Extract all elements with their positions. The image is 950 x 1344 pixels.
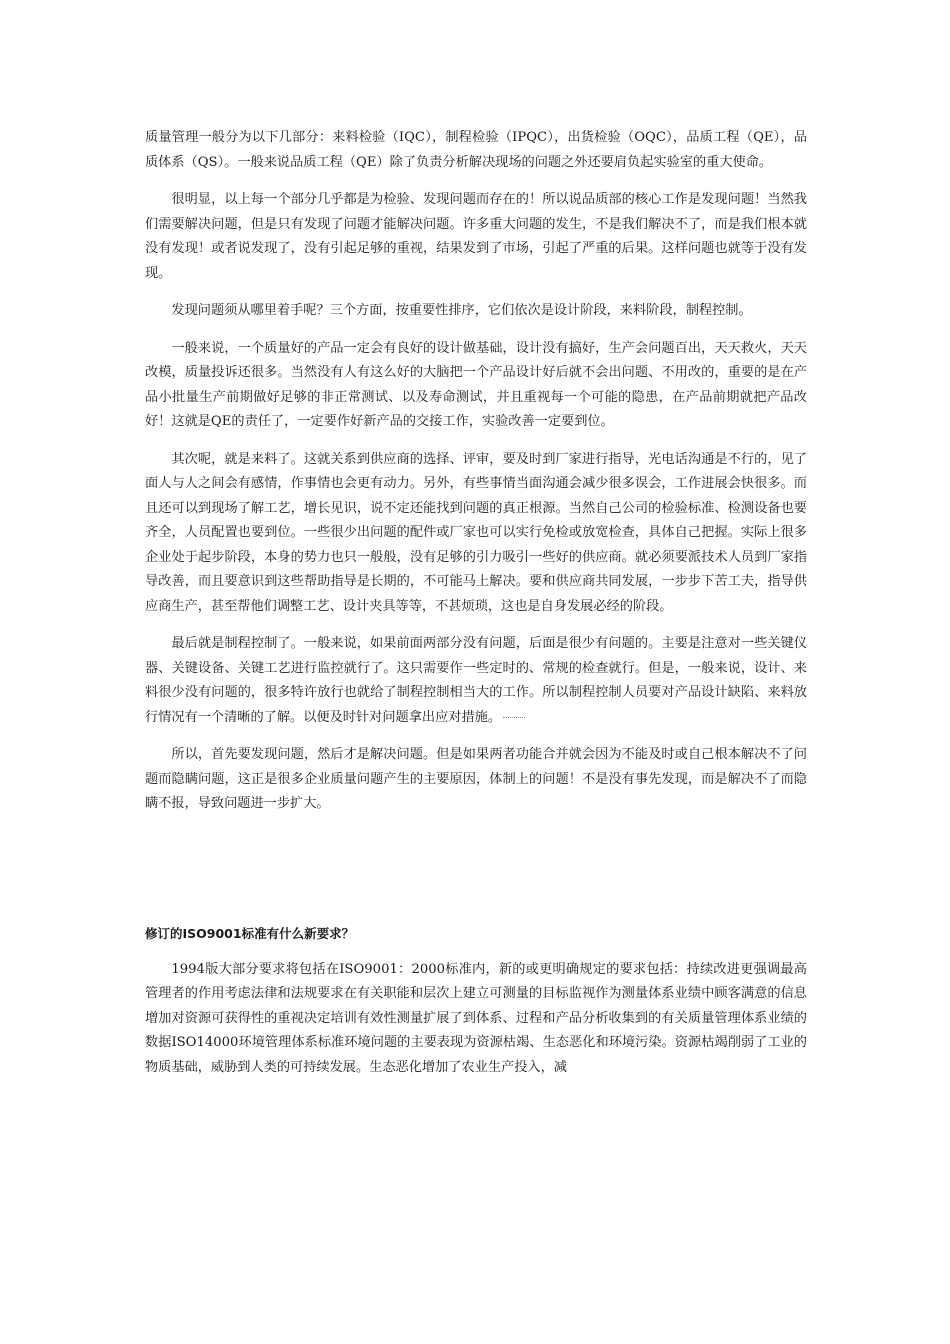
document-page [145,126,807,1080]
paragraph-design-stage: 一般来说，一个质量好的产品一定会有良好的设计做基础，设计没有搞好，生产会问题百出，天天救火，天天改模，质量投诉还很多。当然没有人有这么好的大脑把一个产品设计好后就不会出问题、不用改的，重要的是在产品小批量生产前期做好足够的非正常测试、以及寿命测试，并且重视每一个可能的隐患，在产品前期就把产品改好！这就是QE的责任了，一定要作好新产品的交接工作，实验改善一定要到位。 [145,340,807,429]
dotted-trail [503,716,525,718]
section-heading: 修订的ISO9001标准有什么新要求？ [145,925,355,941]
paragraph-process-control [145,632,807,730]
paragraph-conclusion: 所以，首先要发现问题，然后才是解决问题。但是如果两者功能合并就会因为不能及时或自己根本解决不了问题而隐瞒问题，这正是很多企业质量问题产生的主要原因，体制上的问题！不是没有事先发现，而是解决不了而隐瞒不报，导致问题进一步扩大。 [145,747,807,811]
paragraph-incoming-material: 其次呢，就是来料了。这就关系到供应商的选择、评审，要及时到厂家进行指导，光电话沟通是不行的，见了面人与人之间会有感情，作事情也会更有动力。另外，有些事情当面沟通会减少很多误会，工作进展会快很多。而且还可以到现场了解工艺，增长见识，说不定还能找到问题的真正根源。当然自己公司的检验标准、检测设备也要齐全，人员配置也要到位。一些很少出问题的配件或厂家也可以实行免检或放宽检查，具体自己把握。实际上很多企业处于起步阶段，本身的势力也只一般般，没有足够的引力吸引一些好的供应商。就必须要派技术人员到厂家指导改善，而且要意识到这些帮助指导是长期的，不可能马上解决。要和供应商共同发展，一步步下苦工夫，指导供应商生产，甚至帮他们调整工艺、设计夹具等等，不甚烦琐，这也是自身发展必经的阶段。 [145,451,807,614]
paragraph-finding-problems: 很明显，以上每一个部分几乎都是为检验、发现问题而存在的！所以说品质部的核心工作是发现问题！当然我们需要解决问题，但是只有发现了问题才能解决问题。许多重大问题的发生，不是我们解决不了，而是我们根本就没有发现！或者说发现了，没有引起足够的重视，结果发到了市场，引起了严重的后果。这样问题也就等于没有发现。 [145,192,807,281]
paragraph-iso9001-requirements: 1994版大部分要求将包括在ISO9001：2000标准内，新的或更明确规定的要求包括：持续改进更强调最高管理者的作用考虑法律和法规要求在有关职能和层次上建立可测量的目标监视作为测量体系业绩中顾客满意的信息增加对资源可获得性的重视决定培训有效性测量扩展了到体系、过程和产品分析收集到的有关质量管理体系业绩的数据ISO14000环境管理体系标准环境问题的主要表现为资源枯竭、生态恶化和环境污染。资源枯竭削弱了工业的物质基础，威胁到人类的可持续发展。生态恶化增加了农业生产投入，减 [145,961,807,1075]
paragraph-process-control-text: 最后就是制程控制了。一般来说，如果前面两部分没有问题，后面是很少有问题的。主要是注意对一些关键仪器、关键设备、关键工艺进行监控就行了。这只需要作一些定时的、常规的检查就行。但是，一般来说，设计、来料很少没有问题的，很多特许放行也就给了制程控制相当大的工作。所以制程控制人员要对产品设计缺陷、来料放行情况有一个清晰的了解。以便及时针对问题拿出应对措施。 [145,636,807,725]
paragraph-three-aspects: 发现问题须从哪里着手呢？三个方面，按重要性排序，它们依次是设计阶段，来料阶段，制程控制。 [171,303,752,318]
paragraph-quality-parts: 质量管理一般分为以下几部分：来料检验（IQC），制程检验（IPQC），出货检验（OQC），品质工程（QE），品质体系（QS）。一般来说品质工程（QE）除了负责分析解决现场的问题之外还要肩负起实验室的重大使命。 [145,130,807,170]
